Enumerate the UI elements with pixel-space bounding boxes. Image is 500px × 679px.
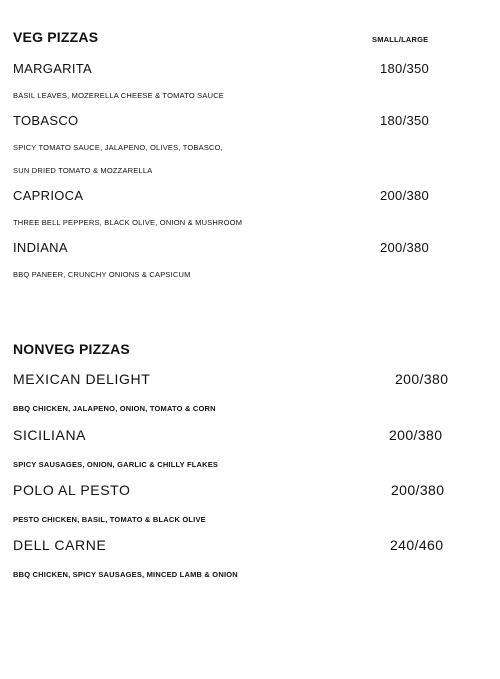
nonveg-section-title: NONVEG PIZZAS <box>13 341 130 357</box>
menu-item-description: BBQ PANEER, CRUNCHY ONIONS & CAPSICUM <box>13 270 191 279</box>
menu-item-description: BBQ CHICKEN, SPICY SAUSAGES, MINCED LAMB & ONION <box>13 570 238 579</box>
menu-item-price: 180/350 <box>380 61 430 76</box>
menu-item-description: PESTO CHICKEN, BASIL, TOMATO & BLACK OLIVE <box>13 515 206 524</box>
menu-item-description: THREE BELL PEPPERS, BLACK OLIVE, ONION & MUSHROOM <box>13 218 243 227</box>
menu-item-name: CAPRIOCA <box>13 188 84 203</box>
menu-item-name: TOBASCO <box>13 113 79 128</box>
menu-item-description: SPICY SAUSAGES, ONION, GARLIC & CHILLY FLAKES <box>13 460 219 469</box>
menu-item-description: BBQ CHICKEN, JALAPENO, ONION, TOMATO & CORN <box>13 404 216 413</box>
menu-item-description: BASIL LEAVES, MOZERELLA CHEESE & TOMATO SAUCE <box>13 91 225 100</box>
menu-item-name: INDIANA <box>13 240 68 255</box>
menu-item-price: 200/380 <box>389 427 443 443</box>
menu-item-name: MEXICAN DELIGHT <box>13 371 151 387</box>
menu-item-description: SPICY TOMATO SAUCE, JALAPENO, OLIVES, TOBASCO, <box>13 143 223 152</box>
veg-section-title: VEG PIZZAS <box>13 29 99 45</box>
size-column-header: SMALL/LARGE <box>372 35 429 44</box>
menu-item-price: 240/460 <box>390 537 444 553</box>
menu-item-price: 200/380 <box>395 371 449 387</box>
menu-item-price: 200/380 <box>380 240 430 255</box>
menu-item-name: DELL CARNE <box>13 537 107 553</box>
menu-item-description: SUN DRIED TOMATO & MOZZARELLA <box>13 166 153 175</box>
menu-item-name: MARGARITA <box>13 61 93 76</box>
menu-item-price: 180/350 <box>380 113 430 128</box>
menu-item-price: 200/380 <box>391 482 445 498</box>
menu-item-price: 200/380 <box>380 188 430 203</box>
menu-item-name: SICILIANA <box>13 427 87 443</box>
menu-item-name: POLO AL PESTO <box>13 482 131 498</box>
